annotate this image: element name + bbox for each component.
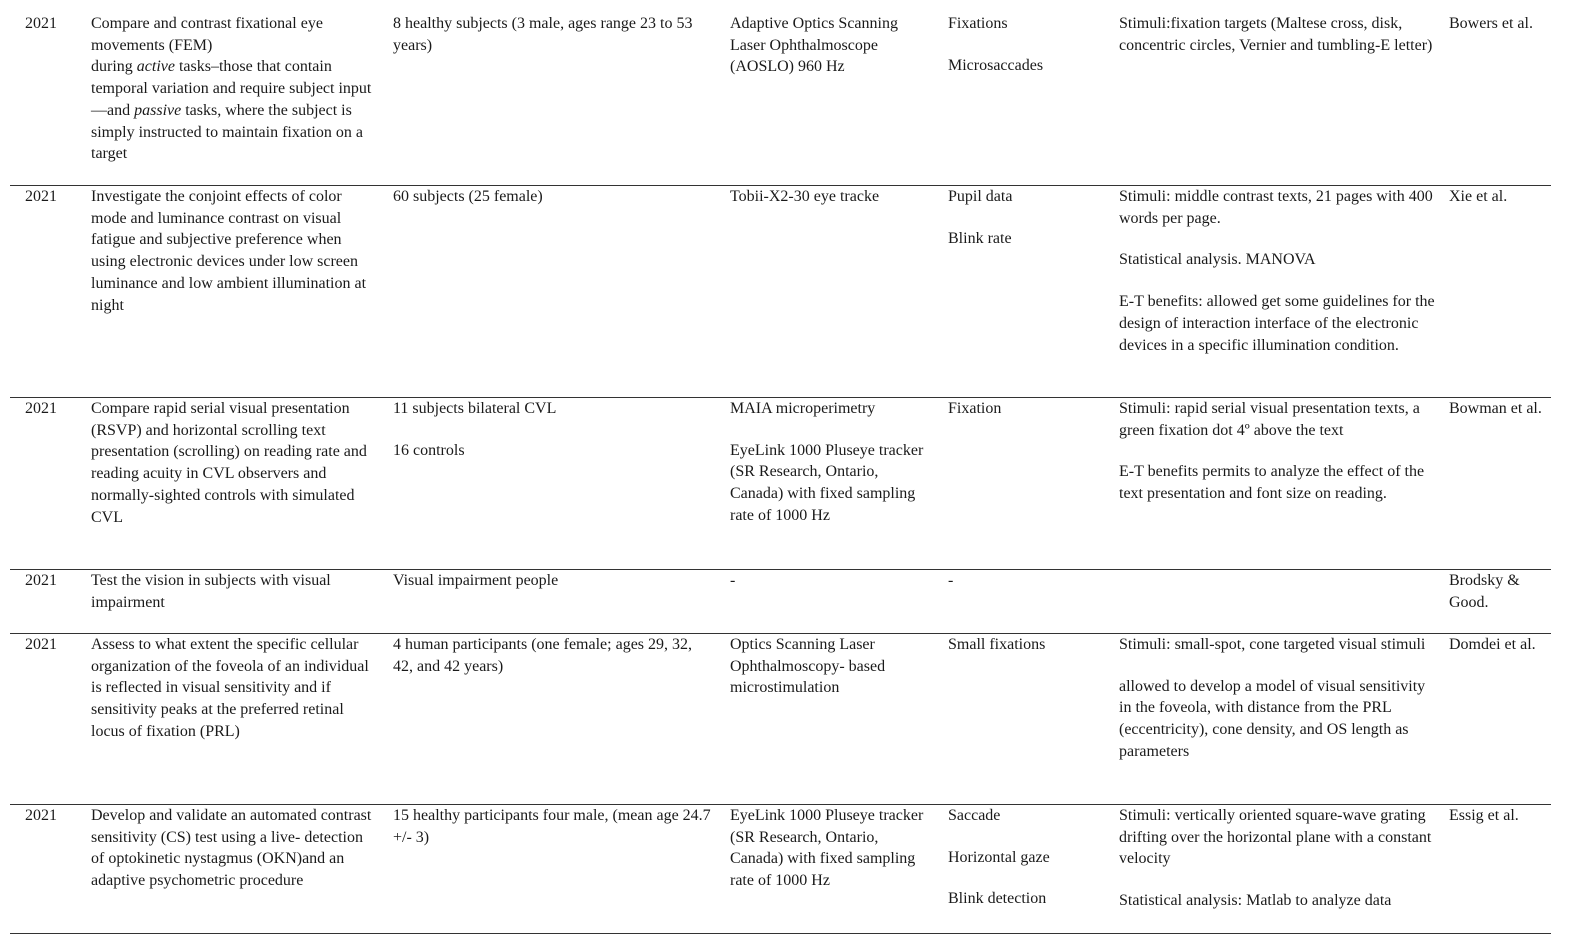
year-cell: 2021 xyxy=(25,636,57,653)
note-text: E-T benefits: allowed get some guidelines for the design of interaction interface of the electronic devices in a specific illumination condition. xyxy=(1119,293,1435,354)
device-cell xyxy=(730,805,930,892)
device-text: Adaptive Optics Scanning Laser Ophthalmoscope (AOSLO) 960 Hz xyxy=(730,15,898,76)
aim-cell xyxy=(91,634,379,743)
device-text: - xyxy=(730,572,736,589)
aim-text: Investigate the conjoint effects of color mode and luminance contrast on visual fatigue and subjective preference when using electronic devices under low screen luminance and low ambient illumination at night xyxy=(91,188,367,314)
notes-cell xyxy=(1119,634,1439,763)
subjects-text: 15 healthy participants four male, (mean age 24.7 +/- 3) xyxy=(393,807,711,846)
subjects-cell xyxy=(393,398,713,461)
emphasis-passive: passive xyxy=(134,101,182,119)
metric-item: - xyxy=(948,572,954,589)
aim-text: Compare and contrast fixational eye movements (FEM) during active tasks–those that contain temporal variation and require subject input—and passive tasks, where the subject is simply instructed to maintain fixation on a target xyxy=(91,15,372,163)
metrics-cell xyxy=(948,634,1108,656)
device-cell xyxy=(730,186,930,208)
metric-item: Fixation xyxy=(948,400,1002,417)
notes-cell xyxy=(1119,186,1439,356)
note-text: Stimuli: rapid serial visual presentation texts, a green fixation dot 4º above the text xyxy=(1119,400,1420,439)
device-cell xyxy=(730,570,930,592)
aim-cell xyxy=(91,13,379,165)
device-text: EyeLink 1000 Pluseye tracker (SR Research, Ontario, Canada) with fixed sampling rate of 1000 Hz xyxy=(730,441,924,524)
aim-cell xyxy=(91,398,379,528)
device-text: MAIA microperimetry xyxy=(730,400,876,417)
subjects-text: Visual impairment people xyxy=(393,572,559,589)
note-text: Stimuli: small-spot, cone targeted visual stimuli xyxy=(1119,636,1426,653)
device-cell xyxy=(730,398,930,527)
aim-text: Compare rapid serial visual presentation (RSVP) and horizontal scrolling text presentation (scrolling) on reading rate and reading acuity in CVL observers and normally-sighted controls with simulated CVL xyxy=(91,400,367,526)
note-text: Stimuli:fixation targets (Maltese cross, disk, concentric circles, Vernier and tumbling-E letter) xyxy=(1119,15,1433,54)
subjects-cell xyxy=(393,186,713,208)
reference-cell: Brodsky & Good. xyxy=(1449,572,1520,611)
device-text: EyeLink 1000 Pluseye tracker (SR Research, Ontario, Canada) with fixed sampling rate of 1000 Hz xyxy=(730,807,924,890)
aim-text: Develop and validate an automated contrast sensitivity (CS) test using a live- detection of optokinetic nystagmus (OKN)and an adaptive psychometric procedure xyxy=(91,807,372,890)
metrics-cell xyxy=(948,570,1108,592)
year-cell: 2021 xyxy=(25,188,57,205)
note-text: E-T benefits permits to analyze the effect of the text presentation and font size on reading. xyxy=(1119,463,1425,503)
metric-item: Blink detection xyxy=(948,890,1047,908)
metric-item: Saccade xyxy=(948,807,1001,824)
year-cell: 2021 xyxy=(25,15,57,32)
notes-cell xyxy=(1119,398,1439,505)
subjects-text: 8 healthy subjects (3 male, ages range 23 to 53 years) xyxy=(393,15,693,54)
metric-item: Fixations xyxy=(948,15,1008,32)
reference-cell: Bowman et al. xyxy=(1449,400,1542,417)
subjects-text: 4 human participants (one female; ages 29, 32, 42, and 42 years) xyxy=(393,636,693,675)
subjects-text: 16 controls xyxy=(393,441,465,459)
aim-text: Test the vision in subjects with visual impairment xyxy=(91,572,331,611)
subjects-cell xyxy=(393,570,713,592)
metrics-cell xyxy=(948,805,1108,910)
aim-text: Assess to what extent the specific cellular organization of the foveola of an individual is reflected in visual sensitivity and if sensitivity peaks at the preferred retinal locus of fixation (PRL) xyxy=(91,636,369,740)
subjects-cell xyxy=(393,634,713,677)
device-text: Optics Scanning Laser Ophthalmoscopy- based microstimulation xyxy=(730,636,886,697)
aim-cell xyxy=(91,570,379,613)
notes-cell xyxy=(1119,13,1439,56)
subjects-text: 11 subjects bilateral CVL xyxy=(393,400,557,417)
metrics-cell xyxy=(948,186,1108,249)
metric-item: Horizontal gaze xyxy=(948,848,1050,866)
emphasis-active: active xyxy=(136,58,175,76)
metrics-cell xyxy=(948,13,1108,76)
subjects-text: 60 subjects (25 female) xyxy=(393,188,543,205)
row-divider xyxy=(10,933,1551,934)
note-text: Stimuli: middle contrast texts, 21 pages with 400 words per page. xyxy=(1119,188,1433,227)
aim-cell xyxy=(91,805,379,892)
notes-cell xyxy=(1119,805,1439,912)
aim-cell xyxy=(91,186,379,316)
reference-cell: Essig et al. xyxy=(1449,807,1519,824)
metric-item: Small fixations xyxy=(948,636,1046,653)
reference-cell: Xie et al. xyxy=(1449,188,1508,205)
metric-item: Microsaccades xyxy=(948,56,1044,74)
subjects-cell xyxy=(393,805,713,848)
reference-cell: Bowers et al. xyxy=(1449,15,1533,32)
device-text: Tobii-X2-30 eye tracke xyxy=(730,188,880,205)
year-cell: 2021 xyxy=(25,807,57,824)
metric-item: Blink rate xyxy=(948,229,1012,247)
device-cell xyxy=(730,13,930,78)
device-cell xyxy=(730,634,930,699)
note-text: Statistical analysis. MANOVA xyxy=(1119,251,1316,269)
reference-cell: Domdei et al. xyxy=(1449,636,1536,653)
metrics-cell xyxy=(948,398,1108,420)
year-cell: 2021 xyxy=(25,400,57,417)
note-text: Statistical analysis: Matlab to analyze data xyxy=(1119,892,1392,910)
note-text: Stimuli: vertically oriented square-wave grating drifting over the horizontal plane with a constant velocity xyxy=(1119,807,1432,868)
year-cell: 2021 xyxy=(25,572,57,589)
note-text: allowed to develop a model of visual sensitivity in the foveola, with distance from the PRL (eccentricity), cone density, and OS length as parameters xyxy=(1119,677,1426,760)
metric-item: Pupil data xyxy=(948,188,1013,205)
subjects-cell xyxy=(393,13,713,56)
